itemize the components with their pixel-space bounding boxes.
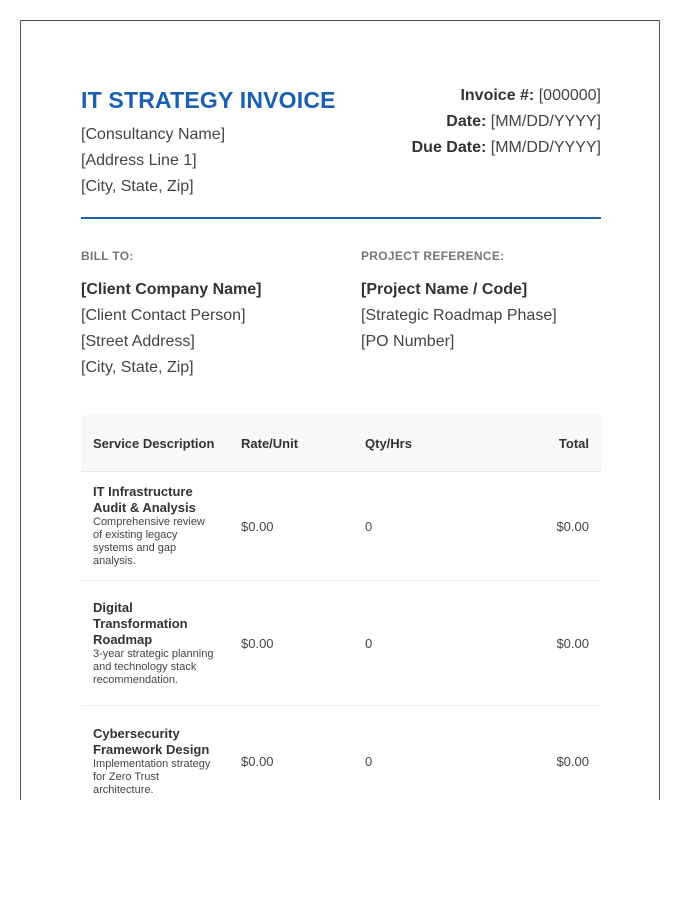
- invoice-meta: [412, 83, 601, 161]
- service-detail: 3-year strategic planning and technology stack recommendation.: [93, 647, 214, 686]
- project-name: [Project Name / Code]: [361, 281, 528, 298]
- service-description-cell: [81, 472, 229, 581]
- rate-cell: $0.00: [229, 706, 353, 801]
- client-city: [City, State, Zip]: [81, 359, 194, 376]
- service-name: IT Infrastructure Audit & Analysis: [93, 484, 196, 515]
- total-cell: $0.00: [517, 706, 601, 801]
- invoice-number-label: Invoice #:: [460, 87, 535, 104]
- po-number: [PO Number]: [361, 333, 455, 350]
- consultancy-block: [81, 122, 225, 200]
- invoice-header: [81, 21, 601, 219]
- total-cell: $0.00: [517, 581, 601, 706]
- due-date-line: [412, 135, 601, 161]
- column-header-qty: Qty/Hrs: [353, 415, 517, 472]
- table-row: [81, 472, 601, 581]
- project-reference-caption: PROJECT REFERENCE:: [361, 249, 505, 263]
- invoice-number-line: [412, 83, 601, 109]
- invoice-title: IT STRATEGY INVOICE: [81, 87, 336, 113]
- qty-cell: 0: [353, 581, 517, 706]
- header-row: [81, 415, 601, 472]
- service-description-cell: [81, 706, 229, 801]
- due-date-label: Due Date:: [411, 139, 487, 156]
- services-table-header: [81, 415, 601, 472]
- column-header-rate: Rate/Unit: [229, 415, 353, 472]
- column-header-total: Total: [517, 415, 601, 472]
- bill-to-caption: BILL TO:: [81, 249, 134, 263]
- invoice-date-value: [MM/DD/YYYY]: [490, 113, 601, 130]
- services-table: [81, 415, 601, 800]
- client-contact: [Client Contact Person]: [81, 307, 246, 324]
- column-header-description: Service Description: [81, 415, 229, 472]
- client-company: [Client Company Name]: [81, 281, 262, 298]
- consultancy-name: [Consultancy Name]: [81, 126, 226, 143]
- consultancy-address: [Address Line 1]: [81, 152, 197, 169]
- bill-to-block: [81, 249, 321, 381]
- qty-cell: 0: [353, 472, 517, 581]
- invoice-content: [81, 21, 601, 796]
- address-section: [81, 249, 601, 389]
- service-detail: Comprehensive review of existing legacy systems and gap analysis.: [93, 516, 205, 567]
- invoice-page: [20, 20, 660, 800]
- service-detail: Implementation strategy for Zero Trust architecture.: [93, 758, 211, 796]
- client-street: [Street Address]: [81, 333, 195, 350]
- table-row: [81, 706, 601, 801]
- total-cell: $0.00: [517, 472, 601, 581]
- rate-cell: $0.00: [229, 581, 353, 706]
- project-reference-block: [361, 249, 601, 355]
- consultancy-city: [City, State, Zip]: [81, 178, 194, 195]
- service-name: Digital Transformation Roadmap: [93, 599, 188, 647]
- invoice-date-label: Date:: [446, 113, 487, 130]
- invoice-date-line: [412, 109, 601, 135]
- invoice-number-value: [000000]: [538, 87, 601, 104]
- due-date-value: [MM/DD/YYYY]: [490, 139, 601, 156]
- service-description-cell: [81, 581, 229, 706]
- table-row: [81, 581, 601, 706]
- project-phase: [Strategic Roadmap Phase]: [361, 307, 557, 324]
- qty-cell: 0: [353, 706, 517, 801]
- rate-cell: $0.00: [229, 472, 353, 581]
- service-name: Cybersecurity Framework Design: [93, 726, 210, 757]
- services-table-body: [81, 472, 601, 801]
